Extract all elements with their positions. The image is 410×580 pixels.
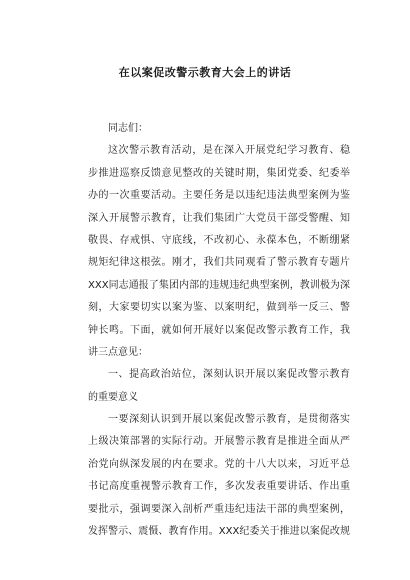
text-line: 这次警示教育活动，是在深入开展党纪学习教育、稳 [108,145,350,157]
text-line: 钟长鸣。下面，就如何开展好以案促改警示教育工作，我 [88,324,350,336]
text-line: 深入开展警示教育，让我们集团广大党员干部受警醒、知 [88,212,350,224]
text-line: 步推进巡察反馈意见整改的关键时期，集团党委、纪委举 [88,167,350,179]
text-line: 要批示，强调要深入剖析严重违纪违法干部的典型案例， [88,503,350,515]
text-line: 办的一次重要活动。主要任务是以违纪违法典型案例为鉴 [88,190,350,202]
text-line: XXX同志通报了集团内部的违规违纪典型案例，教训极为深 [88,279,350,291]
text-line: 规矩纪律这根弦。刚才，我们共同观看了警示教育专题片 [88,257,350,269]
document-body [88,118,350,543]
text-line: 上级决策部署的实际行动。开展警示教育是推进全面从严 [88,436,350,448]
text-line: 书记高度重视警示教育工作，多次发表重要讲话、作出重 [88,481,350,493]
text-line: 同志们： [108,123,148,134]
text-line: 发挥警示、震慑、教育作用。XXX纪委关于推进以案促改规 [88,526,350,538]
document-title: 在以案促改警示教育大会上的讲话 [118,66,292,79]
text-line: 敬畏、存戒惧、守底线，不改初心、永葆本色，不断绷紧 [88,234,350,246]
text-line: 刻，大家要切实以案为鉴、以案明纪，做到举一反三、警 [88,302,350,314]
text-line: 一、提高政治站位，深刻认识开展以案促改警示教育 [108,369,350,381]
text-line: 一要深刻认识到开展以案促改警示教育，是贯彻落实 [108,414,350,426]
text-line: 治党向纵深发展的内在要求。党的十八大以来，习近平总 [88,458,350,470]
text-line: 的重要意义 [88,391,138,403]
text-line: 讲三点意见： [88,346,148,358]
